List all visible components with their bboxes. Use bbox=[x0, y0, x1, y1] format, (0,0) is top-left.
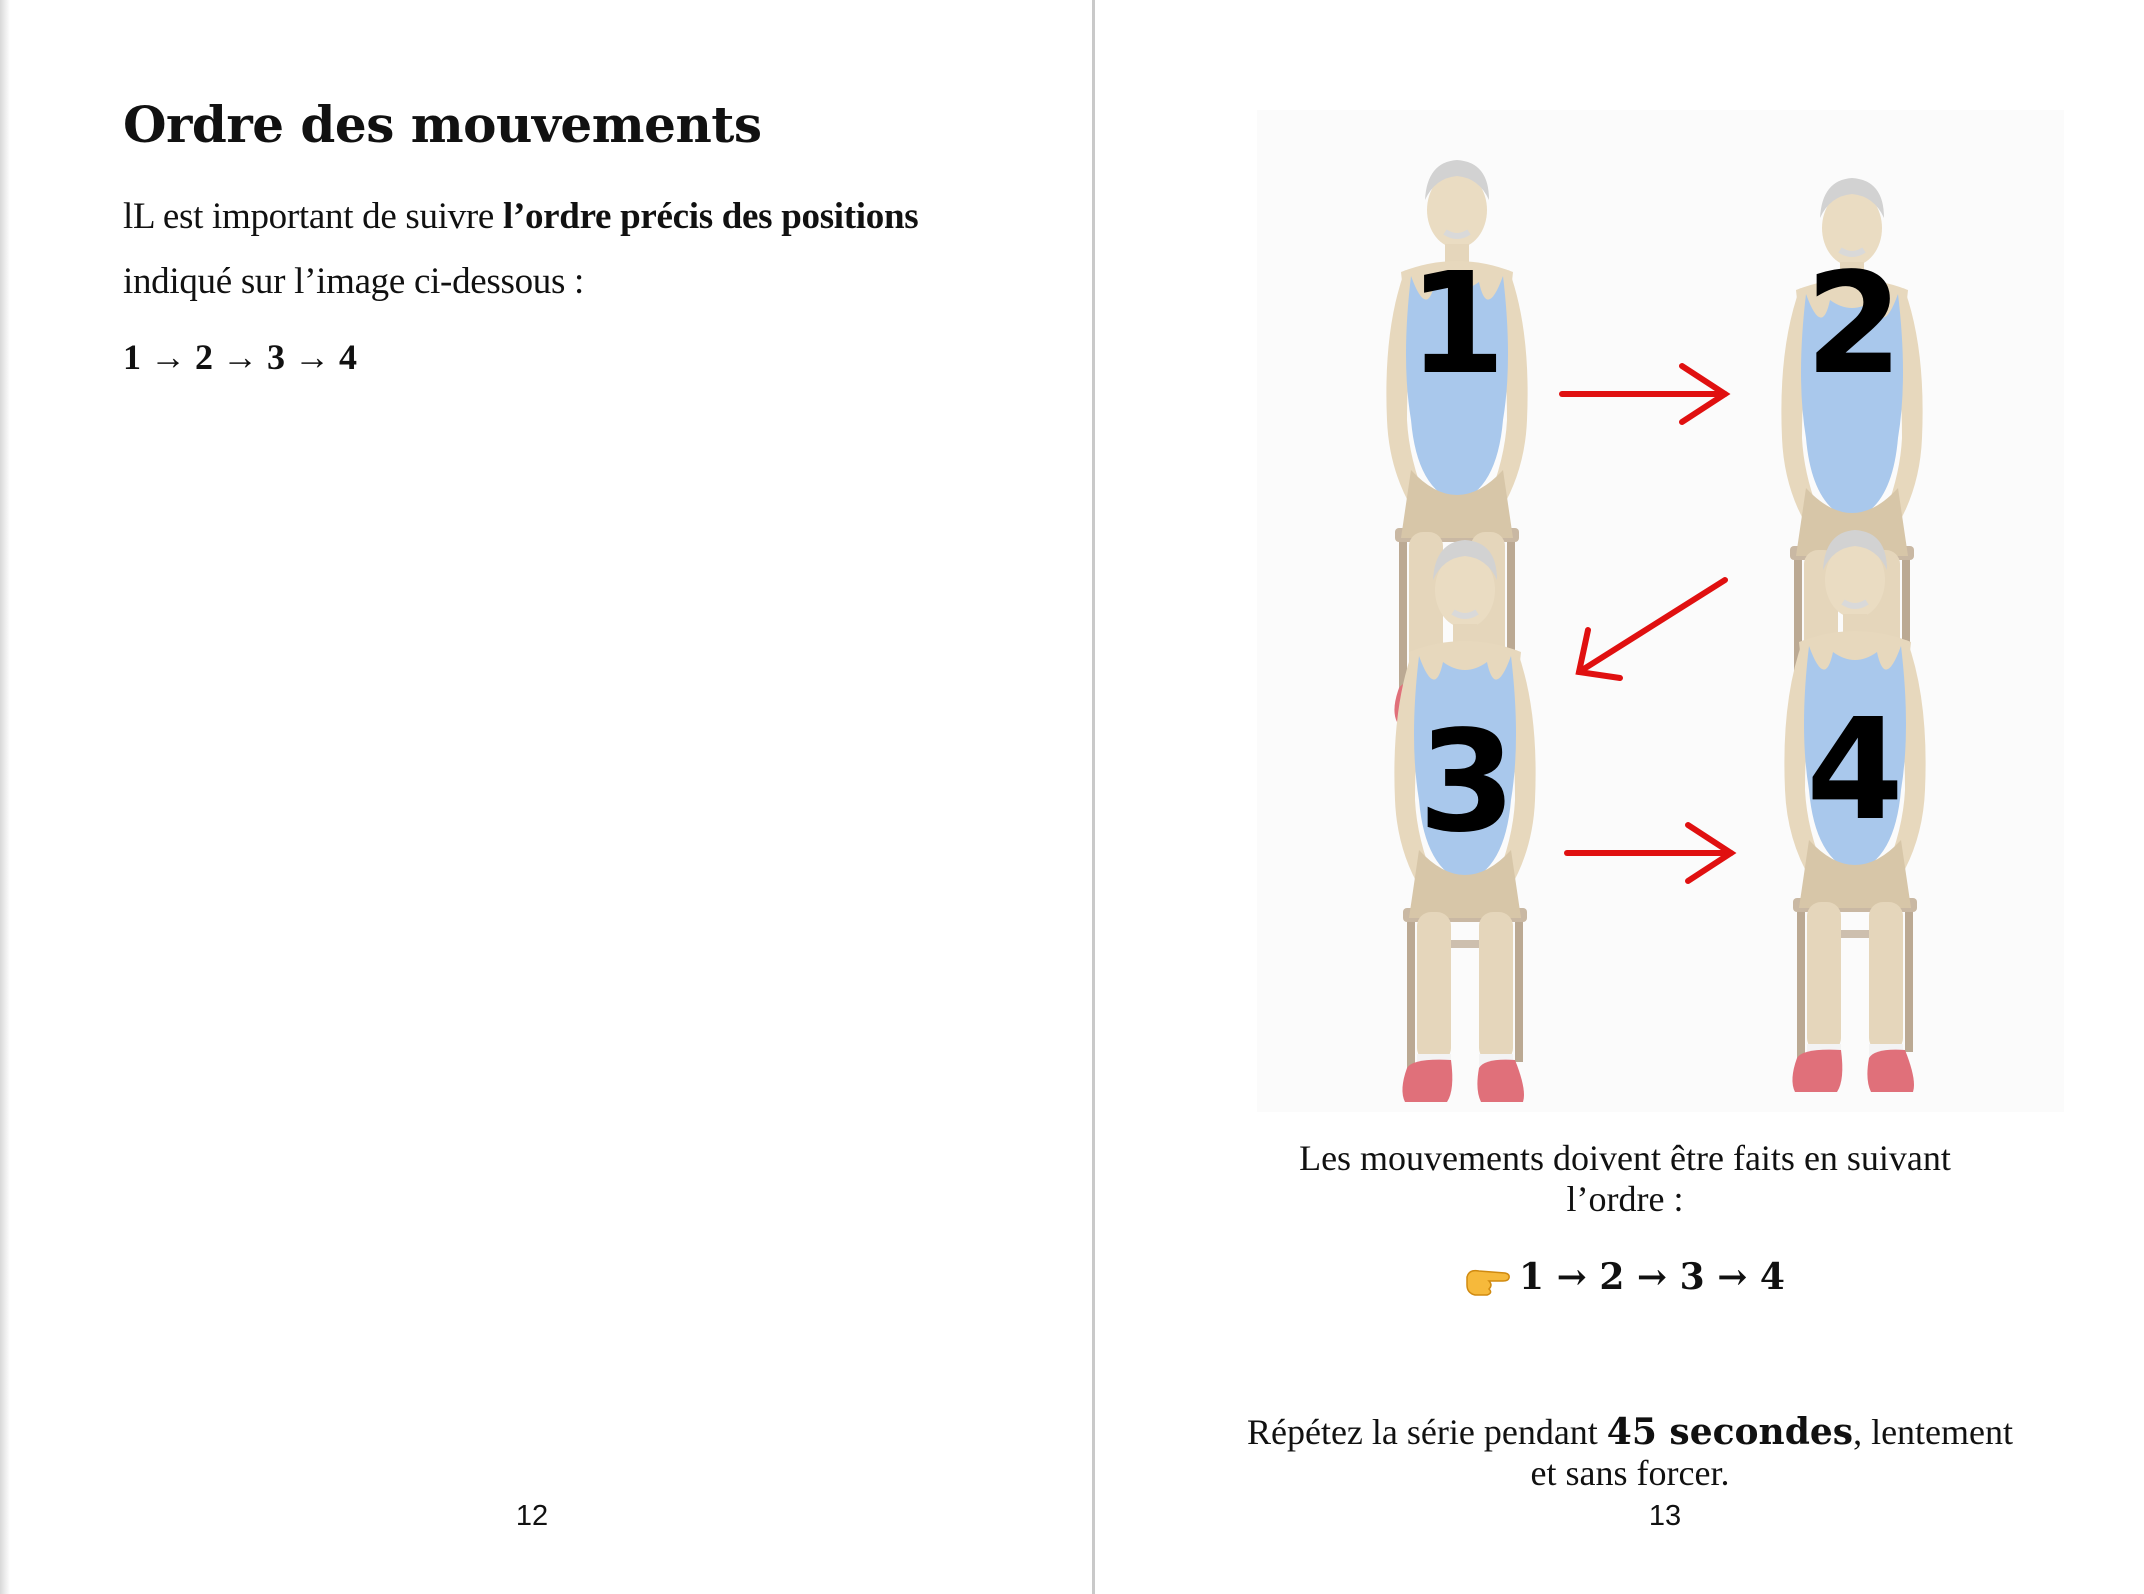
repeat-duration: 45 secondes bbox=[1606, 1411, 1854, 1453]
arrow-1-to-2 bbox=[1562, 366, 1725, 422]
page-title: Ordre des mouvements bbox=[123, 95, 762, 154]
pointing-hand-icon bbox=[1465, 1264, 1511, 1296]
position-label-1: 1 bbox=[1408, 243, 1506, 406]
intro-paragraph bbox=[123, 184, 943, 314]
sequence-reminder-text: 1 → 2 → 3 → 4 bbox=[1519, 1256, 1785, 1298]
intro-text-start: lL est important de suivre bbox=[123, 196, 503, 237]
exercise-figure bbox=[1257, 110, 2064, 1112]
intro-text-end: indiqué sur l’image ci-dessous : bbox=[123, 261, 585, 302]
repeat-instruction bbox=[1240, 1412, 2020, 1494]
position-label-3: 3 bbox=[1418, 701, 1516, 864]
page-edge-shadow bbox=[0, 0, 10, 1594]
position-label-4: 4 bbox=[1806, 689, 1904, 852]
page-number: 12 bbox=[515, 1500, 549, 1532]
arrow-2-to-3 bbox=[1579, 580, 1725, 678]
left-page bbox=[10, 0, 1092, 1594]
arrow-3-to-4 bbox=[1567, 825, 1731, 881]
position-label-2: 2 bbox=[1805, 243, 1903, 406]
sequence-text: 1 → 2 → 3 → 4 bbox=[123, 337, 357, 377]
page-number: 13 bbox=[1648, 1500, 1682, 1532]
figure-caption: Les mouvements doivent être faits en suivant l’ordre : bbox=[1299, 1138, 1951, 1219]
sequence-reminder bbox=[1255, 1256, 1995, 1298]
right-page bbox=[1095, 0, 2144, 1594]
intro-bold-text: l’ordre précis des positions bbox=[502, 196, 919, 237]
repeat-text-end: , lentement et sans forcer. bbox=[1530, 1412, 2014, 1493]
repeat-text-start: Répétez la série pendant bbox=[1246, 1412, 1607, 1452]
